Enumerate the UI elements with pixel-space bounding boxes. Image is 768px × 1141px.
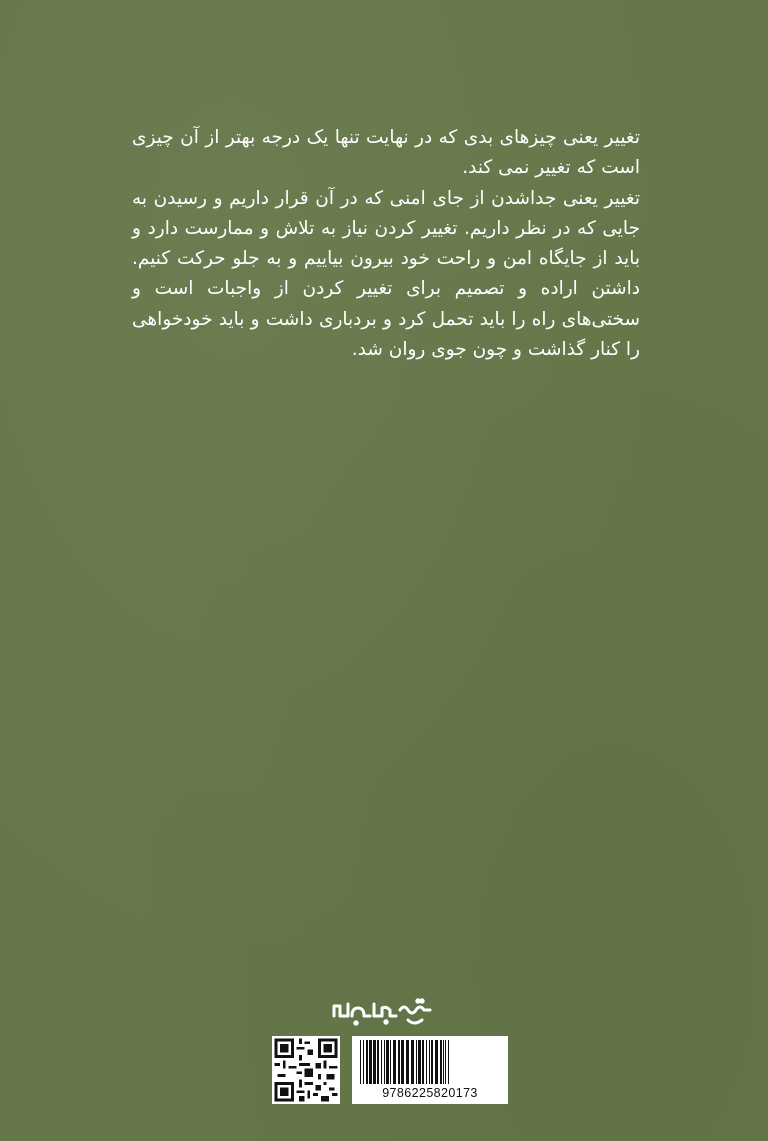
publisher-logo (330, 996, 435, 1028)
barcode-bar (381, 1040, 382, 1084)
barcode-icon (352, 1036, 508, 1086)
isbn-number: 9786225820173 (352, 1085, 508, 1102)
barcode-bar (406, 1040, 409, 1084)
barcode-bar (363, 1040, 364, 1084)
barcode-bar (422, 1040, 424, 1084)
barcode-bar (360, 1040, 361, 1084)
barcode-bar (411, 1040, 414, 1084)
barcode-bar (435, 1040, 438, 1084)
barcode-bar (369, 1040, 372, 1084)
blurb-paragraph-2: تغییر یعنی جداشدن از جای امنی که در آن قرار داریم و رسیدن به جایی که در نظر داریم. تغییر کردن نیاز به تلاش و ممارست دارد و باید از جایگاه امن و راحت خود بیرون بیاییم و به جلو حرکت کنیم. داشتن اراده و تصمیم برای تغییر کردن از واجبات است و سختی‌های راه را باید تحمل کرد و بردباری داشت و باید خودخواهی را کنار گذاشت و چون جوی روان شد. (132, 187, 640, 361)
barcode-bar (416, 1040, 417, 1084)
qr-code-icon (272, 1036, 340, 1104)
barcode-bar (443, 1040, 444, 1084)
barcode-bar (426, 1040, 427, 1084)
barcode-bar (398, 1040, 400, 1084)
barcode-bar (440, 1040, 442, 1084)
barcode-bar (390, 1040, 391, 1084)
barcode-bar (401, 1040, 404, 1084)
barcode-bar (373, 1040, 376, 1084)
barcode-bar (384, 1040, 385, 1084)
barcode-bar (377, 1040, 379, 1084)
barcode-bar (386, 1040, 389, 1084)
qr-code (272, 1036, 340, 1104)
blurb-paragraph-1: تغییر یعنی چیزهای بدی که در نهایت تنها یک درجه بهتر از آن چیزی است که تغییر نمی کند. (132, 127, 640, 179)
blurb-text (132, 123, 640, 365)
barcode-bar (431, 1040, 433, 1084)
barcode-bar (366, 1040, 368, 1084)
barcode-bar (445, 1040, 446, 1084)
barcode-bar (393, 1040, 396, 1084)
barcode-bar (418, 1040, 421, 1084)
barcode-bar (429, 1040, 430, 1084)
barcode-bar (448, 1040, 449, 1084)
publisher-logo-icon (330, 996, 435, 1028)
